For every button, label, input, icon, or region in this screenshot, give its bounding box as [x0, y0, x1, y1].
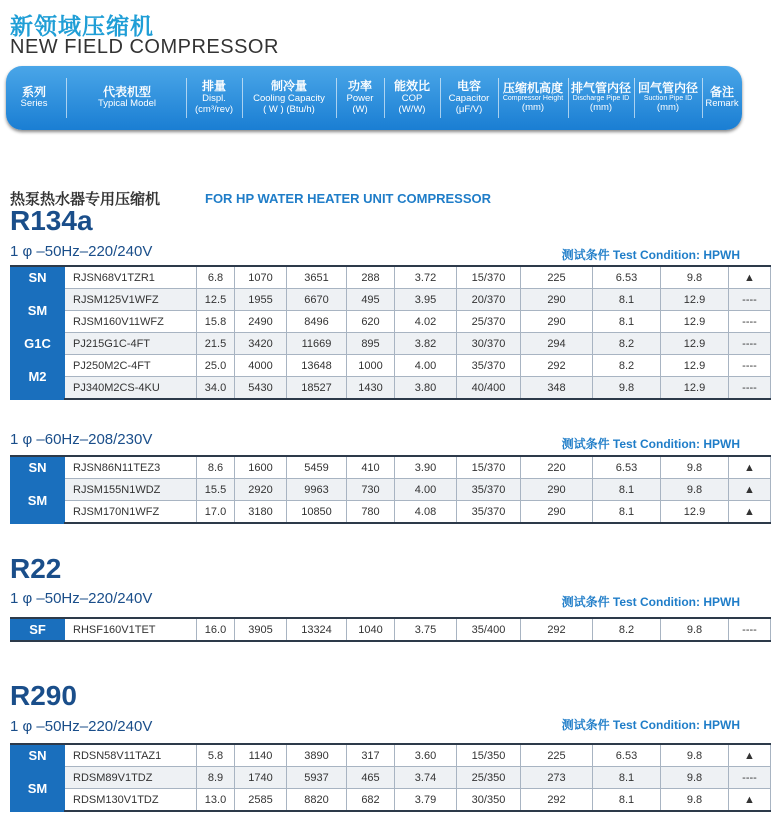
model-cell: RDSN58V11TAZ1: [65, 744, 197, 767]
table-cell: 2585: [235, 789, 287, 812]
table-cell: 6670: [287, 289, 347, 311]
table-cell: 9.8: [661, 767, 729, 789]
spec-table: [10, 265, 771, 400]
table-row: [11, 266, 771, 289]
table-cell: 12.5: [197, 289, 235, 311]
header-power: 功率 Power (W): [346, 79, 374, 115]
table-cell: 18527: [287, 377, 347, 400]
table-cell: 4.00: [395, 479, 457, 501]
table-cell: 30/370: [457, 333, 521, 355]
refrigerant-r134a: R134a: [10, 205, 93, 236]
table-cell: 8.1: [593, 311, 661, 333]
test-condition: 测试条件 Test Condition: HPWH: [561, 248, 740, 262]
table-cell: 15/370: [457, 266, 521, 289]
header-cooling-capacity: 制冷量 Cooling Capacity ( W ) (Btu/h): [253, 79, 325, 115]
table-cell: 9.8: [661, 456, 729, 479]
table-cell: 225: [521, 266, 593, 289]
table-cell: ----: [729, 377, 771, 400]
table-cell: 13648: [287, 355, 347, 377]
table-cell: 9.8: [593, 377, 661, 400]
series-cell: G1C: [11, 333, 65, 355]
table-cell: 25/370: [457, 311, 521, 333]
table-cell: 620: [347, 311, 395, 333]
table-row: [11, 333, 771, 355]
header-suction-pipe: 回气管内径 Suction Pipe ID (mm): [637, 80, 698, 114]
table-cell: 3651: [287, 266, 347, 289]
table-cell: 8496: [287, 311, 347, 333]
table-row: [11, 789, 771, 812]
table-cell: 495: [347, 289, 395, 311]
table-cell: 5937: [287, 767, 347, 789]
model-cell: RJSN68V1TZR1: [65, 266, 197, 289]
series-cell: SM: [11, 479, 65, 524]
table-cell: 3890: [287, 744, 347, 767]
table-cell: 3.90: [395, 456, 457, 479]
table-cell: 15/370: [457, 456, 521, 479]
table-cell: ----: [729, 767, 771, 789]
table-cell: 12.9: [661, 501, 729, 524]
table-cell: 465: [347, 767, 395, 789]
table-cell: 730: [347, 479, 395, 501]
series-cell: SN: [11, 266, 65, 289]
table-cell: ----: [729, 355, 771, 377]
table-row: [11, 479, 771, 501]
table-cell: 21.5: [197, 333, 235, 355]
table-cell: 290: [521, 289, 593, 311]
table-cell: 15.5: [197, 479, 235, 501]
table-cell: 3.79: [395, 789, 457, 812]
table-cell: 225: [521, 744, 593, 767]
model-cell: RJSN86N11TEZ3: [65, 456, 197, 479]
model-cell: RDSM130V1TDZ: [65, 789, 197, 812]
series-cell: SF: [11, 618, 65, 641]
table-cell: 12.9: [661, 377, 729, 400]
table-cell: 9.8: [661, 744, 729, 767]
series-cell: SM: [11, 767, 65, 812]
table-cell: 1040: [347, 618, 395, 641]
page-title-cn: 新领域压缩机: [10, 14, 154, 40]
test-condition: 测试条件 Test Condition: HPWH: [561, 718, 740, 732]
model-cell: RJSM160V11WFZ: [65, 311, 197, 333]
table-cell: ----: [729, 333, 771, 355]
table-cell: ----: [729, 311, 771, 333]
refrigerant-r22: R22: [10, 553, 62, 584]
table-cell: 35/400: [457, 618, 521, 641]
table-cell: 1955: [235, 289, 287, 311]
test-condition: 测试条件 Test Condition: HPWH: [561, 595, 740, 609]
spec-table: [10, 743, 771, 812]
model-cell: RJSM155N1WDZ: [65, 479, 197, 501]
table-cell: 290: [521, 501, 593, 524]
table-cell: 35/370: [457, 479, 521, 501]
condition-label: 1 φ –50Hz–220/240V: [10, 718, 153, 735]
table-cell: 20/370: [457, 289, 521, 311]
table-cell: 1070: [235, 266, 287, 289]
table-cell: 1430: [347, 377, 395, 400]
table-cell: 35/370: [457, 501, 521, 524]
table-cell: 6.8: [197, 266, 235, 289]
table-row: [11, 456, 771, 479]
table-row: [11, 618, 771, 641]
table-cell: 30/350: [457, 789, 521, 812]
table-cell: ▲: [729, 501, 771, 524]
table-row: [11, 501, 771, 524]
table-cell: 12.9: [661, 355, 729, 377]
table-cell: 4.02: [395, 311, 457, 333]
header-height: 压缩机高度 Compressor Height (mm): [502, 80, 564, 114]
header-displacement: 排量 Displ. (cm³/rev): [195, 79, 233, 115]
table-cell: 11669: [287, 333, 347, 355]
table-cell: 288: [347, 266, 395, 289]
table-cell: 16.0: [197, 618, 235, 641]
table-cell: 25.0: [197, 355, 235, 377]
table-cell: 3.95: [395, 289, 457, 311]
table-cell: 3180: [235, 501, 287, 524]
table-cell: 9.8: [661, 618, 729, 641]
table-cell: 10850: [287, 501, 347, 524]
table-cell: 12.9: [661, 333, 729, 355]
table-cell: 8.1: [593, 501, 661, 524]
table-cell: 348: [521, 377, 593, 400]
table-cell: 3905: [235, 618, 287, 641]
table-row: [11, 355, 771, 377]
table-cell: ----: [729, 618, 771, 641]
table-cell: 4.08: [395, 501, 457, 524]
model-cell: RDSM89V1TDZ: [65, 767, 197, 789]
table-cell: 1600: [235, 456, 287, 479]
table-row: [11, 744, 771, 767]
table-cell: 9.8: [661, 789, 729, 812]
table-cell: 4.00: [395, 355, 457, 377]
table-cell: 290: [521, 311, 593, 333]
header-discharge-pipe: 排气管内径 Discharge Pipe ID (mm): [570, 80, 631, 114]
table-cell: 6.53: [593, 744, 661, 767]
table-cell: 4000: [235, 355, 287, 377]
table-row: [11, 377, 771, 400]
table-cell: 15/350: [457, 744, 521, 767]
table-cell: 9963: [287, 479, 347, 501]
header-cop: 能效比 COP (W/W): [393, 79, 430, 115]
series-cell: SN: [11, 456, 65, 479]
table-cell: 40/400: [457, 377, 521, 400]
table-cell: 3.80: [395, 377, 457, 400]
table-cell: 3.74: [395, 767, 457, 789]
table-cell: 2920: [235, 479, 287, 501]
table-cell: 8.1: [593, 789, 661, 812]
refrigerant-r290: R290: [10, 680, 77, 711]
table-cell: 8.6: [197, 456, 235, 479]
table-cell: 3.72: [395, 266, 457, 289]
table-cell: 5459: [287, 456, 347, 479]
table-cell: 9.8: [661, 479, 729, 501]
table-cell: 8.9: [197, 767, 235, 789]
table-cell: 3420: [235, 333, 287, 355]
table-cell: ▲: [729, 789, 771, 812]
table-cell: 8.2: [593, 333, 661, 355]
condition-label: 1 φ –50Hz–220/240V: [10, 243, 153, 260]
table-cell: 410: [347, 456, 395, 479]
spec-table: [10, 617, 771, 642]
section-title-cn: 热泵热水器专用压缩机: [10, 190, 161, 208]
table-cell: 317: [347, 744, 395, 767]
table-cell: 8820: [287, 789, 347, 812]
table-cell: 34.0: [197, 377, 235, 400]
condition-label: 1 φ –50Hz–220/240V: [10, 590, 153, 607]
header-series: 系列 Series: [20, 84, 48, 110]
table-cell: ----: [729, 289, 771, 311]
table-cell: 12.9: [661, 289, 729, 311]
table-cell: 8.2: [593, 355, 661, 377]
condition-label: 1 φ –60Hz–208/230V: [10, 431, 153, 448]
model-cell: PJ340M2CS-4KU: [65, 377, 197, 400]
table-cell: 3.60: [395, 744, 457, 767]
table-cell: 6.53: [593, 266, 661, 289]
header-model: 代表机型 Typical Model: [97, 84, 157, 110]
table-cell: 292: [521, 618, 593, 641]
table-cell: 1000: [347, 355, 395, 377]
table-cell: 15.8: [197, 311, 235, 333]
table-cell: 273: [521, 767, 593, 789]
table-cell: 5430: [235, 377, 287, 400]
model-cell: PJ215G1C-4FT: [65, 333, 197, 355]
table-cell: 13.0: [197, 789, 235, 812]
series-cell: SN: [11, 744, 65, 767]
table-row: [11, 311, 771, 333]
page-title-en: NEW FIELD COMPRESSOR: [10, 36, 279, 58]
table-cell: 292: [521, 789, 593, 812]
table-cell: 8.1: [593, 479, 661, 501]
section-title-en: FOR HP WATER HEATER UNIT COMPRESSOR: [205, 191, 492, 206]
table-cell: 3.82: [395, 333, 457, 355]
model-cell: RJSM125V1WFZ: [65, 289, 197, 311]
table-cell: ▲: [729, 479, 771, 501]
table-cell: 17.0: [197, 501, 235, 524]
table-cell: 292: [521, 355, 593, 377]
spec-table: [10, 455, 771, 524]
table-cell: 1140: [235, 744, 287, 767]
series-cell: SM: [11, 289, 65, 333]
table-cell: 9.8: [661, 266, 729, 289]
test-condition: 测试条件 Test Condition: HPWH: [561, 437, 740, 451]
table-cell: 294: [521, 333, 593, 355]
model-cell: PJ250M2C-4FT: [65, 355, 197, 377]
table-cell: 1740: [235, 767, 287, 789]
table-row: [11, 767, 771, 789]
table-cell: 13324: [287, 618, 347, 641]
table-cell: 8.1: [593, 767, 661, 789]
column-header-bar: [6, 66, 742, 130]
table-cell: ▲: [729, 744, 771, 767]
table-cell: 2490: [235, 311, 287, 333]
series-cell: M2: [11, 355, 65, 400]
table-cell: 290: [521, 479, 593, 501]
table-cell: 5.8: [197, 744, 235, 767]
table-cell: 780: [347, 501, 395, 524]
table-cell: 895: [347, 333, 395, 355]
table-cell: 35/370: [457, 355, 521, 377]
model-cell: RJSM170N1WFZ: [65, 501, 197, 524]
table-cell: 682: [347, 789, 395, 812]
table-cell: 6.53: [593, 456, 661, 479]
table-row: [11, 289, 771, 311]
model-cell: RHSF160V1TET: [65, 618, 197, 641]
table-cell: 3.75: [395, 618, 457, 641]
header-remark: 备注 Remark: [705, 84, 739, 110]
table-cell: ▲: [729, 456, 771, 479]
table-cell: 8.1: [593, 289, 661, 311]
header-capacitor: 电容 Capacitor (μF/V): [448, 79, 490, 115]
table-cell: 12.9: [661, 311, 729, 333]
table-cell: 8.2: [593, 618, 661, 641]
table-cell: 220: [521, 456, 593, 479]
table-cell: ▲: [729, 266, 771, 289]
table-cell: 25/350: [457, 767, 521, 789]
